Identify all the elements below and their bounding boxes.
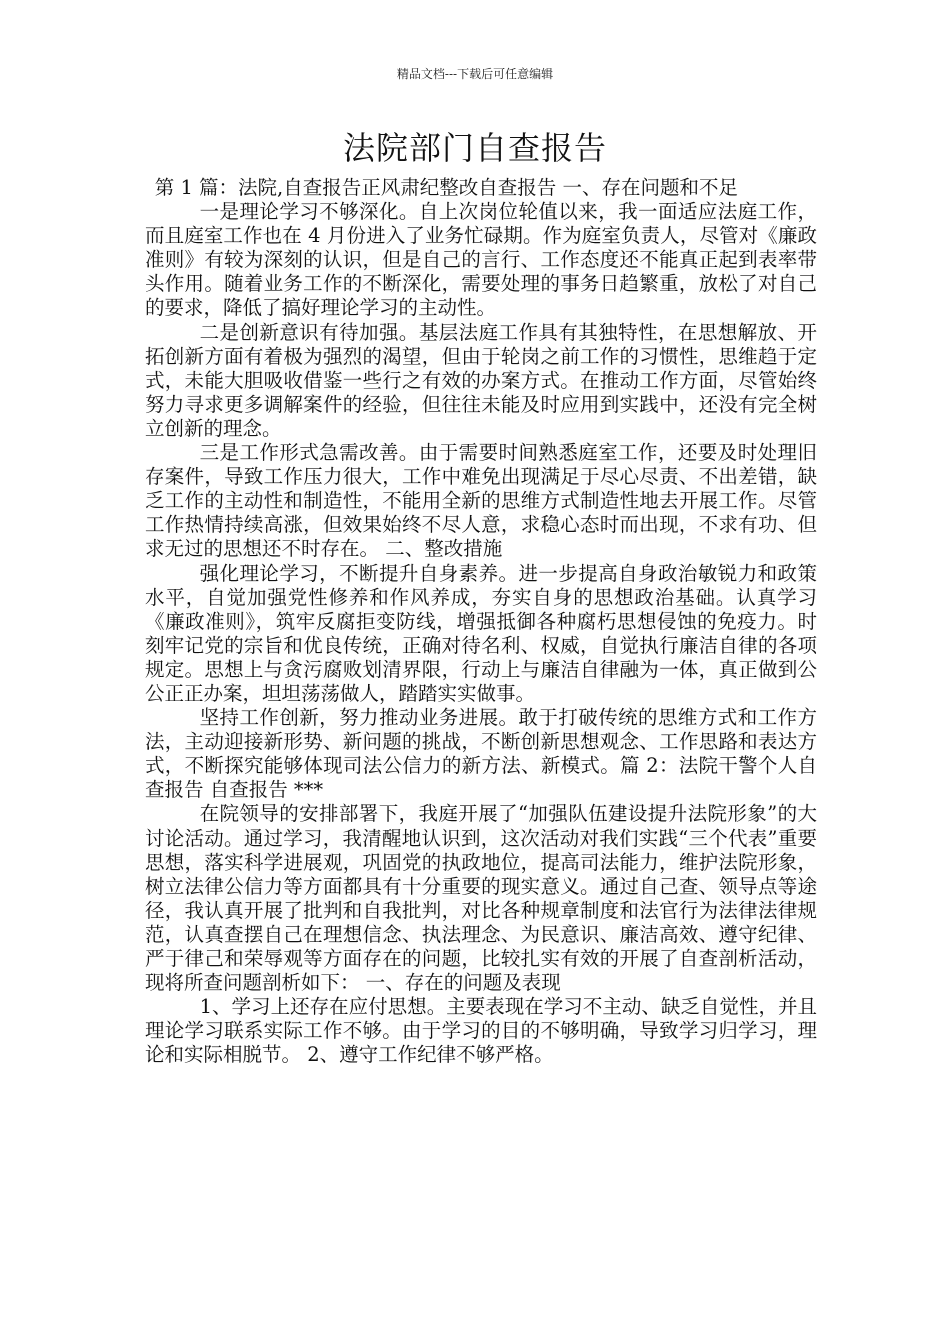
paragraph-4: 三是工作形式急需改善。由于需要时间熟悉庭室工作，还要及时处理旧存案件，导致工作压力很大，工作中难免出现满足于尽心尽责、不出差错，缺乏工作的主动性和制造性，不能用全新的思维方式制造性地去开展工作。尽管工作热情持续高涨，但效果始终不尽人意，求稳心态时而出现，不求有功、但求无过的思想还不时存在。 二、整改措施	[145, 441, 817, 561]
paragraph-2: 一是理论学习不够深化。自上次岗位轮值以来，我一面适应法庭工作，而且庭室工作也在 4 月份进入了业务忙碌期。作为庭室负责人，尽管对《廉政准则》有较为深刻的认识，但是自己的言行、工作态度还不能真正起到表率带头作用。随着业务工作的不断深化，需要处理的事务日趋繁重，放松了对自己的要求，降低了搞好理论学习的主动性。	[145, 200, 817, 320]
paragraph-1: 第 1 篇：法院,自查报告正风肃纪整改自查报告 一、存在问题和不足	[154, 176, 738, 199]
paragraph-5: 强化理论学习，不断提升自身素养。进一步提高自身政治敏锐力和政策水平，自觉加强党性修养和作风养成，夯实自身的思想政治基础。认真学习《廉政准则》，筑牢反腐拒变防线，增强抵御各种腐朽思想侵蚀的免疫力。时刻牢记党的宗旨和优良传统，正确对待名利、权威，自觉执行廉洁自律的各项规定。思想上与贪污腐败划清界限，行动上与廉洁自律融为一体，真正做到公公正正办案，坦坦荡荡做人，踏踏实实做事。	[145, 561, 817, 705]
paragraph-6: 坚持工作创新，努力推动业务进展。敢于打破传统的思维方式和工作方法，主动迎接新形势、新问题的挑战，不断创新思想观念、工作思路和表达方式，不断探究能够体现司法公信力的新方法、新模式。篇 2：法院干警个人自查报告 自查报告 ***	[145, 706, 817, 802]
paragraph-8: 1、学习上还存在应付思想。主要表现在学习不主动、缺乏自觉性，并且理论学习联系实际工作不够。由于学习的目的不够明确，导致学习归学习，理论和实际相脱节。 2、遵守工作纪律不够严格。	[145, 995, 817, 1067]
document-title: 法院部门自查报告	[342, 129, 607, 167]
document-body	[145, 176, 817, 1067]
paragraph-7: 在院领导的安排部署下，我庭开展了“加强队伍建设提升法院形象”的大讨论活动。通过学习，我清醒地认识到，这次活动对我们实践“三个代表”重要思想，落实科学进展观，巩固党的执政地位，提高司法能力，维护法院形象，树立法律公信力等方面都具有十分重要的现实意义。通过自己查、领导点等途径，我认真开展了批判和自我批判，对比各种规章制度和法官行为法律法律规范，认真查摆自己在理想信念、执法理念、为民意识、廉洁高效、遵守纪律、严于律己和荣辱观等方面存在的问题，比较扎实有效的开展了自查剖析活动，现将所查问题剖析如下： 一、存在的问题及表现	[145, 802, 817, 995]
paragraph-3: 二是创新意识有待加强。基层法庭工作具有其独特性，在思想解放、开拓创新方面有着极为强烈的渴望，但由于轮岗之前工作的习惯性，思维趋于定式，未能大胆吸收借鉴一些行之有效的办案方式。在推动工作方面，尽管始终努力寻求更多调解案件的经验，但往往未能及时应用到实践中，还没有完全树立创新的理念。	[145, 320, 817, 440]
header-note: 精品文档---下载后可任意编辑	[396, 67, 554, 81]
